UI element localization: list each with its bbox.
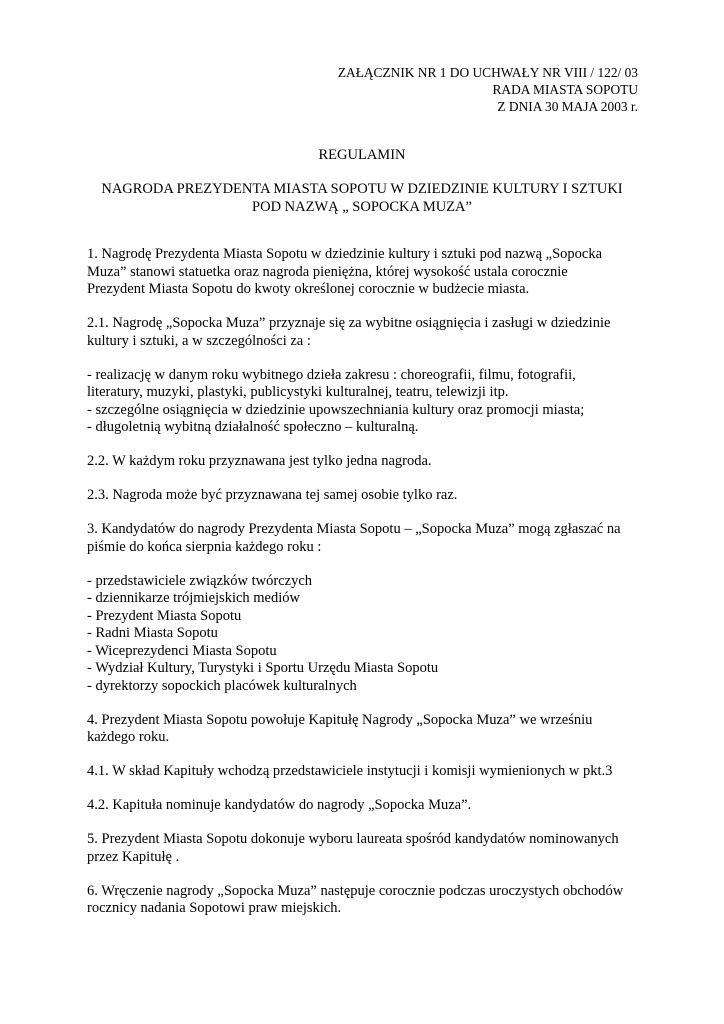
- paragraph-line: 4.1. W skład Kapituły wchodzą przedstawiciele instytucji i komisji wymienionych w pkt.3: [87, 763, 613, 779]
- header-line: RADA MIASTA SOPOTU: [492, 82, 638, 97]
- regulation-body: [87, 246, 647, 934]
- paragraph-line: 4. Prezydent Miasta Sopotu powołuje Kapitułę Nagrody „Sopocka Muza” we wrześniu: [87, 711, 593, 728]
- paragraph-line: rocznicy nadania Sopotowi praw miejskich.: [87, 900, 342, 916]
- paragraph-line: 3. Kandydatów do nagrody Prezydenta Miasta Sopotu – „Sopocka Muza” mogą zgłaszać na: [87, 521, 621, 537]
- paragraph-line: 1. Nagrodę Prezydenta Miasta Sopotu w dziedzinie kultury i sztuki pod nazwą „Sopocka: [87, 246, 603, 262]
- paragraph: [87, 831, 647, 866]
- paragraph: [87, 712, 647, 747]
- paragraph: [87, 883, 647, 918]
- paragraph: [87, 797, 647, 815]
- paragraph-line: 2.3. Nagroda może być przyznawana tej samej osobie tylko raz.: [87, 487, 458, 503]
- paragraph-line: - przedstawiciele związków twórczych: [87, 572, 313, 589]
- paragraph-line: literatury, muzyki, plastyki, publicystyki kulturalnej, teatru, telewizji itp.: [87, 384, 509, 400]
- header-line: Z DNIA 30 MAJA 2003 r.: [497, 99, 638, 114]
- paragraph-line: - Wydział Kultury, Turystyki i Sportu Urzędu Miasta Sopotu: [87, 660, 439, 676]
- paragraph-line: kultury i sztuki, a w szczególności za :: [87, 332, 311, 349]
- resolution-header: [338, 64, 638, 115]
- paragraph-line: - Wiceprezydenci Miasta Sopotu: [87, 642, 277, 659]
- paragraph-line: Muza” stanowi statuetka oraz nagroda pieniężna, której wysokość ustala corocznie: [87, 263, 568, 280]
- paragraph-line: - szczególne osiągnięcia w dziedzinie upowszechniania kultury oraz promocji miasta;: [87, 401, 585, 418]
- paragraph-line: - realizację w danym roku wybitnego dzieła zakresu : choreografii, filmu, fotografii,: [87, 366, 576, 383]
- paragraph-line: - długoletnią wybitną działalność społeczno – kulturalną.: [87, 419, 419, 435]
- paragraph: [87, 763, 647, 781]
- subtitle-line: POD NAZWĄ „ SOPOCKA MUZA”: [252, 199, 472, 215]
- document-title: REGULAMIN: [318, 147, 406, 163]
- paragraph-line: 6. Wręczenie nagrody „Sopocka Muza” następuje corocznie podczas uroczystych obchodów: [87, 882, 624, 899]
- paragraph-line: 2.2. W każdym roku przyznawana jest tylko jedna nagroda.: [87, 453, 432, 469]
- paragraph-line: - dziennikarze trójmiejskich mediów: [87, 590, 300, 606]
- document-subtitle: [0, 180, 724, 216]
- paragraph-line: piśmie do końca sierpnia każdego roku :: [87, 538, 322, 555]
- paragraph: [87, 367, 647, 437]
- paragraph-line: przez Kapitułę .: [87, 848, 180, 865]
- paragraph-line: każdego roku.: [87, 729, 170, 745]
- paragraph: [87, 453, 647, 471]
- paragraph-line: 4.2. Kapituła nominuje kandydatów do nagrody „Sopocka Muza”.: [87, 797, 472, 813]
- header-line: ZAŁĄCZNIK NR 1 DO UCHWAŁY NR VIII / 122/ 03: [337, 65, 638, 80]
- paragraph-line: 5. Prezydent Miasta Sopotu dokonuje wyboru laureata spośród kandydatów nominowanych: [87, 831, 619, 847]
- paragraph-line: - dyrektorzy sopockich placówek kulturalnych: [87, 677, 357, 694]
- paragraph: [87, 573, 647, 696]
- paragraph: [87, 315, 647, 350]
- subtitle-line: NAGRODA PREZYDENTA MIASTA SOPOTU W DZIEDZINIE KULTURY I SZTUKI: [101, 181, 623, 197]
- paragraph-line: - Radni Miasta Sopotu: [87, 625, 218, 641]
- paragraph: [87, 246, 647, 299]
- paragraph-line: - Prezydent Miasta Sopotu: [87, 607, 242, 624]
- paragraph-line: Prezydent Miasta Sopotu do kwoty określonej corocznie w budżecie miasta.: [87, 281, 530, 297]
- paragraph: [87, 487, 647, 505]
- paragraph-line: 2.1. Nagrodę „Sopocka Muza” przyznaje się za wybitne osiągnięcia i zasługi w dziedzinie: [87, 315, 611, 331]
- paragraph: [87, 521, 647, 556]
